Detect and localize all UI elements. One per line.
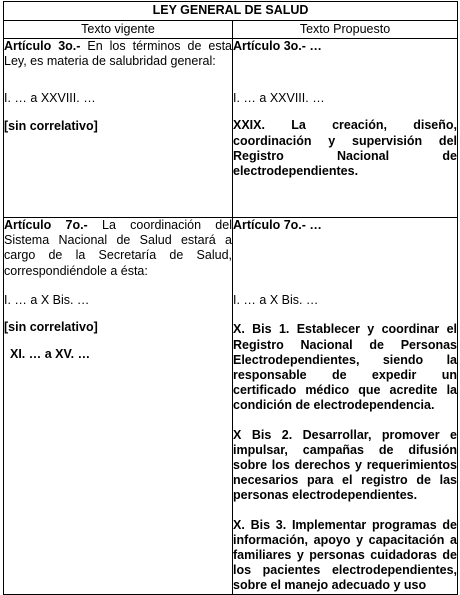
current-text-article-3 bbox=[4, 39, 233, 218]
article-7-proposed-item-1: I. … a X Bis. … bbox=[233, 293, 319, 308]
article-7-proposed-item-2: X. Bis 1. Establecer y coordinar el Registro Nacional de Personas Electrodependientes, siendo la responsable de expedir un certificado médico que acredite la condición de electrodependencia. bbox=[233, 322, 457, 413]
article-7-current-paragraph bbox=[4, 218, 232, 279]
article-7-current-item-2: [sin correlativo] bbox=[4, 320, 98, 335]
column-header-current: Texto vigente bbox=[4, 21, 233, 39]
article-7-proposed-item-3: X Bis 2. Desarrollar, promover e impulsar, campañas de difusión sobre los derechos y requerimientos necesarios para el registro de las personas electrodependientes. bbox=[233, 427, 457, 503]
article-3-proposed-item-1: I. … a XXVIII. … bbox=[233, 91, 325, 106]
proposed-text-article-3 bbox=[233, 39, 458, 218]
article-3-proposed-item-2: XXIX. La creación, diseño, coordinación y supervisión del Registro Nacional de electrodependientes. bbox=[233, 118, 457, 179]
article-3-current-paragraph bbox=[4, 39, 232, 69]
article-3-current-item-1: I. … a XXVIII. … bbox=[4, 91, 96, 106]
table-title-row bbox=[4, 2, 458, 21]
article-7-proposed-label: Artículo 7o.- … bbox=[233, 218, 322, 232]
table-title: LEY GENERAL DE SALUD bbox=[4, 2, 458, 21]
column-header-proposed: Texto Propuesto bbox=[233, 21, 458, 39]
article-3-proposed-label: Artículo 3o.- … bbox=[233, 39, 322, 53]
table-row-article-7 bbox=[4, 218, 458, 595]
law-comparison-table bbox=[3, 1, 458, 595]
article-7-current-body: La coordinación del Sistema Nacional de Salud estará a cargo de la Secretaría de Salud, correspondiéndole a ésta: bbox=[4, 218, 232, 278]
current-text-article-7 bbox=[4, 218, 233, 595]
article-3-current-item-2: [sin correlativo] bbox=[4, 118, 98, 133]
proposed-text-article-7 bbox=[233, 218, 458, 595]
table-row-article-3 bbox=[4, 39, 458, 218]
table-header-row bbox=[4, 21, 458, 39]
article-7-proposed-item-4: X. Bis 3. Implementar programas de información, apoyo y capacitación a familiares y personas cuidadoras de los pacientes electrodependientes, sobre el manejo adecuado y uso bbox=[233, 517, 457, 593]
article-3-current-label: Artículo 3o.- bbox=[4, 39, 81, 53]
document-page bbox=[3, 1, 457, 591]
article-3-current-body: En los términos de esta Ley, es materia de salubridad general: bbox=[4, 39, 232, 69]
article-7-current-item-3: XI. … a XV. … bbox=[10, 347, 91, 362]
article-7-current-label: Artículo 7o.- bbox=[4, 218, 88, 232]
article-7-current-item-1: I. … a X Bis. … bbox=[4, 292, 90, 307]
